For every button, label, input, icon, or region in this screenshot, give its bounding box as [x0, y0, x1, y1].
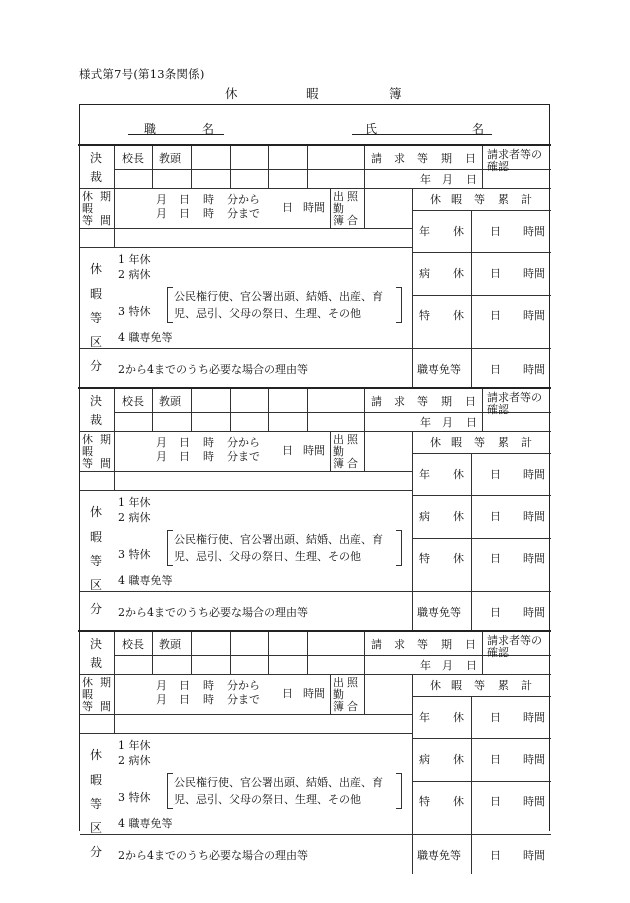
form-title	[0, 84, 630, 100]
annual-leave-total: 年	[419, 711, 430, 724]
period-days-unit: 日	[282, 201, 293, 214]
special-leave-total: 特	[419, 795, 430, 808]
period-to-hour: 時	[203, 450, 214, 463]
cumulative-char: 暇	[451, 679, 462, 692]
unit-hours: 時間	[523, 510, 545, 523]
decision-label: 決	[90, 151, 103, 165]
request-date-char: 等	[417, 395, 428, 408]
period-to-minute: 分まで	[227, 693, 260, 706]
category-char: 暇	[90, 530, 103, 544]
special-leave-total: 特	[419, 309, 430, 322]
special-leave-bracket-left	[167, 530, 173, 566]
block-divider	[78, 630, 551, 632]
decision-label: 裁	[90, 656, 103, 670]
unit-day: 日	[490, 363, 501, 376]
position-label-char: 名	[202, 122, 215, 136]
category-char: 等	[90, 797, 103, 811]
attendance-check-label: 勤	[333, 445, 344, 458]
period-from-minute: 分から	[227, 436, 260, 449]
special-leave-detail: 公民権行使、官公署出頭、結婚、出産、育	[174, 290, 383, 303]
requester-confirm-label: 請求者等の	[487, 634, 542, 647]
annual-leave-total: 休	[453, 711, 464, 724]
name-field[interactable]	[352, 134, 492, 135]
reason-field[interactable]: 2から4までのうち必要な場合の理由等	[118, 363, 308, 376]
date-year: 年	[420, 173, 431, 186]
unit-hours: 時間	[523, 552, 545, 565]
special-leave-bracket-right	[396, 530, 402, 566]
period-hours-unit: 時間	[303, 444, 325, 457]
leave-period-label: 間	[100, 214, 111, 227]
approval-stamp-cell[interactable]	[192, 633, 229, 654]
request-date-char: 等	[417, 152, 428, 165]
category-char: 休	[90, 748, 103, 762]
unit-hours: 時間	[523, 711, 545, 724]
annual-leave-total: 年	[419, 225, 430, 238]
period-hours-unit: 時間	[303, 201, 325, 214]
category-char: 区	[90, 578, 103, 592]
requester-confirm-label: 確認	[487, 646, 509, 659]
unit-hours: 時間	[523, 267, 545, 280]
position-field[interactable]	[128, 134, 224, 135]
date-month: 月	[442, 659, 453, 672]
period-from-month: 月	[156, 679, 167, 692]
request-date-char: 日	[465, 152, 476, 165]
request-date-char: 期	[441, 395, 452, 408]
category-special[interactable]: 3 特休	[118, 548, 151, 561]
block-divider	[78, 144, 551, 146]
special-leave-bracket-right	[396, 773, 402, 809]
principal-label: 校長	[122, 638, 144, 651]
cumulative-char: 計	[521, 436, 532, 449]
category-annual[interactable]: 1 年休	[118, 496, 151, 509]
cumulative-char: 累	[498, 193, 509, 206]
category-char: 区	[90, 821, 103, 835]
attendance-check-label: 簿	[333, 700, 344, 713]
period-to-minute: 分まで	[227, 207, 260, 220]
period-to-month: 月	[156, 693, 167, 706]
period-to-month: 月	[156, 207, 167, 220]
sick-leave-total: 休	[453, 753, 464, 766]
period-from-month: 月	[156, 193, 167, 206]
annual-leave-total: 休	[453, 225, 464, 238]
special-leave-detail: 児、忌引、父母の祭日、生理、その他	[174, 307, 361, 320]
position-label-char: 職	[144, 122, 157, 136]
leave-period-label: 暇	[82, 445, 93, 458]
category-char: 等	[90, 311, 103, 325]
cumulative-char: 等	[474, 193, 485, 206]
reason-field[interactable]: 2から4までのうち必要な場合の理由等	[118, 606, 308, 619]
request-date-char: 求	[394, 152, 405, 165]
leave-period-label: 期	[100, 676, 111, 689]
requester-confirm-label: 請求者等の	[487, 391, 542, 404]
category-annual[interactable]: 1 年休	[118, 739, 151, 752]
unit-day: 日	[490, 795, 501, 808]
exempt-duty-total: 職専免等	[417, 606, 461, 619]
category-char: 休	[90, 262, 103, 276]
period-from-hour: 時	[203, 679, 214, 692]
principal-label: 校長	[122, 152, 144, 165]
leave-period-label: 休	[82, 676, 93, 689]
unit-hours: 時間	[523, 606, 545, 619]
attendance-check-label: 出	[333, 190, 344, 203]
decision-label: 裁	[90, 170, 103, 184]
category-sick[interactable]: 2 病休	[118, 754, 151, 767]
unit-hours: 時間	[523, 309, 545, 322]
category-char: 休	[90, 505, 103, 519]
sick-leave-total: 病	[419, 753, 430, 766]
block-divider	[78, 387, 551, 389]
leave-period-label: 等	[82, 214, 93, 227]
special-leave-bracket-left	[167, 773, 173, 809]
category-exempt[interactable]: 4 職専免等	[118, 331, 173, 344]
category-sick[interactable]: 2 病休	[118, 268, 151, 281]
unit-day: 日	[490, 552, 501, 565]
period-from-hour: 時	[203, 436, 214, 449]
title-char: 暇	[306, 86, 319, 101]
cumulative-char: 暇	[451, 193, 462, 206]
date-day: 日	[466, 659, 477, 672]
name-label-char: 名	[472, 122, 485, 136]
category-char: 暇	[90, 287, 103, 301]
attendance-check-label: 簿	[333, 457, 344, 470]
leave-period-label: 休	[82, 433, 93, 446]
leave-period-label: 期	[100, 433, 111, 446]
date-year: 年	[420, 659, 431, 672]
category-char: 分	[90, 359, 103, 373]
approval-stamp-cell[interactable]	[192, 390, 229, 411]
title-char: 休	[225, 86, 238, 101]
leave-period-label: 暇	[82, 688, 93, 701]
unit-day: 日	[490, 849, 501, 862]
unit-day: 日	[490, 510, 501, 523]
category-sick[interactable]: 2 病休	[118, 511, 151, 524]
requester-confirm-label: 請求者等の	[487, 148, 542, 161]
attendance-check-label: 合	[347, 700, 358, 713]
special-leave-total: 特	[419, 552, 430, 565]
unit-hours: 時間	[523, 753, 545, 766]
attendance-check-label: 照	[347, 190, 358, 203]
attendance-check-label: 合	[347, 214, 358, 227]
unit-hours: 時間	[523, 225, 545, 238]
special-leave-detail: 公民権行使、官公署出頭、結婚、出産、育	[174, 533, 383, 546]
cumulative-char: 休	[430, 193, 441, 206]
special-leave-detail: 公民権行使、官公署出頭、結婚、出産、育	[174, 776, 383, 789]
period-from-minute: 分から	[227, 679, 260, 692]
category-annual[interactable]: 1 年休	[118, 253, 151, 266]
unit-hours: 時間	[523, 849, 545, 862]
unit-day: 日	[490, 711, 501, 724]
leave-period-label: 等	[82, 457, 93, 470]
decision-label: 裁	[90, 413, 103, 427]
leave-record-block	[80, 632, 549, 874]
special-leave-detail: 児、忌引、父母の祭日、生理、その他	[174, 793, 361, 806]
cumulative-char: 計	[521, 679, 532, 692]
period-to-day: 日	[179, 207, 190, 220]
attendance-check-label: 勤	[333, 202, 344, 215]
date-year: 年	[420, 416, 431, 429]
unit-day: 日	[490, 753, 501, 766]
attendance-check-label: 簿	[333, 214, 344, 227]
form-number: 様式第7号(第13条関係)	[79, 67, 205, 81]
leave-record-block	[80, 389, 549, 631]
leave-period-label: 間	[100, 457, 111, 470]
attendance-check-label: 勤	[333, 688, 344, 701]
cumulative-char: 累	[498, 679, 509, 692]
vice-principal-label: 教頭	[159, 638, 181, 651]
special-leave-bracket-right	[396, 287, 402, 323]
period-days-unit: 日	[282, 444, 293, 457]
cumulative-char: 休	[430, 436, 441, 449]
unit-day: 日	[490, 606, 501, 619]
request-date-char: 日	[465, 638, 476, 651]
request-date-char: 等	[417, 638, 428, 651]
period-to-minute: 分まで	[227, 450, 260, 463]
requester-confirm-label: 確認	[487, 403, 509, 416]
exempt-duty-total: 職専免等	[417, 849, 461, 862]
category-exempt[interactable]: 4 職専免等	[118, 817, 173, 830]
reason-field[interactable]: 2から4までのうち必要な場合の理由等	[118, 849, 308, 862]
category-char: 分	[90, 602, 103, 616]
request-date-char: 期	[441, 152, 452, 165]
request-date-char: 期	[441, 638, 452, 651]
category-special[interactable]: 3 特休	[118, 305, 151, 318]
annual-leave-total: 休	[453, 468, 464, 481]
period-from-day: 日	[179, 193, 190, 206]
date-day: 日	[466, 173, 477, 186]
sick-leave-total: 休	[453, 510, 464, 523]
decision-label: 決	[90, 394, 103, 408]
period-to-hour: 時	[203, 693, 214, 706]
special-leave-total: 休	[453, 552, 464, 565]
unit-hours: 時間	[523, 468, 545, 481]
unit-day: 日	[490, 309, 501, 322]
request-date-char: 日	[465, 395, 476, 408]
period-from-minute: 分から	[227, 193, 260, 206]
unit-hours: 時間	[523, 795, 545, 808]
cumulative-char: 累	[498, 436, 509, 449]
attendance-check-label: 照	[347, 676, 358, 689]
exempt-duty-total: 職専免等	[417, 363, 461, 376]
unit-day: 日	[490, 267, 501, 280]
request-date-char: 求	[394, 395, 405, 408]
attendance-check-label: 出	[333, 676, 344, 689]
name-label-char: 氏	[365, 122, 378, 136]
leave-period-label: 暇	[82, 202, 93, 215]
request-date-char: 請	[371, 395, 382, 408]
period-hours-unit: 時間	[303, 687, 325, 700]
category-exempt[interactable]: 4 職専免等	[118, 574, 173, 587]
category-char: 等	[90, 554, 103, 568]
date-month: 月	[442, 416, 453, 429]
request-date-char: 請	[371, 152, 382, 165]
leave-register-form	[79, 104, 550, 862]
special-leave-detail: 児、忌引、父母の祭日、生理、その他	[174, 550, 361, 563]
principal-label: 校長	[122, 395, 144, 408]
period-from-month: 月	[156, 436, 167, 449]
request-date-char: 求	[394, 638, 405, 651]
cumulative-char: 暇	[451, 436, 462, 449]
sick-leave-total: 病	[419, 510, 430, 523]
title-char: 簿	[389, 86, 402, 101]
period-from-day: 日	[179, 436, 190, 449]
special-leave-total: 休	[453, 309, 464, 322]
attendance-check-label: 出	[333, 433, 344, 446]
special-leave-bracket-left	[167, 287, 173, 323]
requester-confirm-label: 確認	[487, 160, 509, 173]
cumulative-char: 等	[474, 679, 485, 692]
period-from-hour: 時	[203, 193, 214, 206]
date-month: 月	[442, 173, 453, 186]
period-to-day: 日	[179, 450, 190, 463]
special-leave-total: 休	[453, 795, 464, 808]
attendance-check-label: 照	[347, 433, 358, 446]
vice-principal-label: 教頭	[159, 395, 181, 408]
unit-hours: 時間	[523, 363, 545, 376]
unit-day: 日	[490, 225, 501, 238]
annual-leave-total: 年	[419, 468, 430, 481]
cumulative-char: 等	[474, 436, 485, 449]
category-char: 分	[90, 845, 103, 859]
sick-leave-total: 病	[419, 267, 430, 280]
date-day: 日	[466, 416, 477, 429]
period-to-month: 月	[156, 450, 167, 463]
period-days-unit: 日	[282, 687, 293, 700]
leave-period-label: 等	[82, 700, 93, 713]
sick-leave-total: 休	[453, 267, 464, 280]
period-to-day: 日	[179, 693, 190, 706]
category-special[interactable]: 3 特休	[118, 791, 151, 804]
cumulative-char: 休	[430, 679, 441, 692]
leave-period-label: 間	[100, 700, 111, 713]
category-char: 暇	[90, 773, 103, 787]
approval-stamp-cell[interactable]	[192, 147, 229, 168]
cumulative-char: 計	[521, 193, 532, 206]
vice-principal-label: 教頭	[159, 152, 181, 165]
period-to-hour: 時	[203, 207, 214, 220]
attendance-check-label: 合	[347, 457, 358, 470]
decision-label: 決	[90, 637, 103, 651]
category-char: 区	[90, 335, 103, 349]
name-bar	[80, 105, 549, 146]
unit-day: 日	[490, 468, 501, 481]
leave-record-block	[80, 146, 549, 388]
leave-period-label: 休	[82, 190, 93, 203]
period-from-day: 日	[179, 679, 190, 692]
request-date-char: 請	[371, 638, 382, 651]
leave-period-label: 期	[100, 190, 111, 203]
